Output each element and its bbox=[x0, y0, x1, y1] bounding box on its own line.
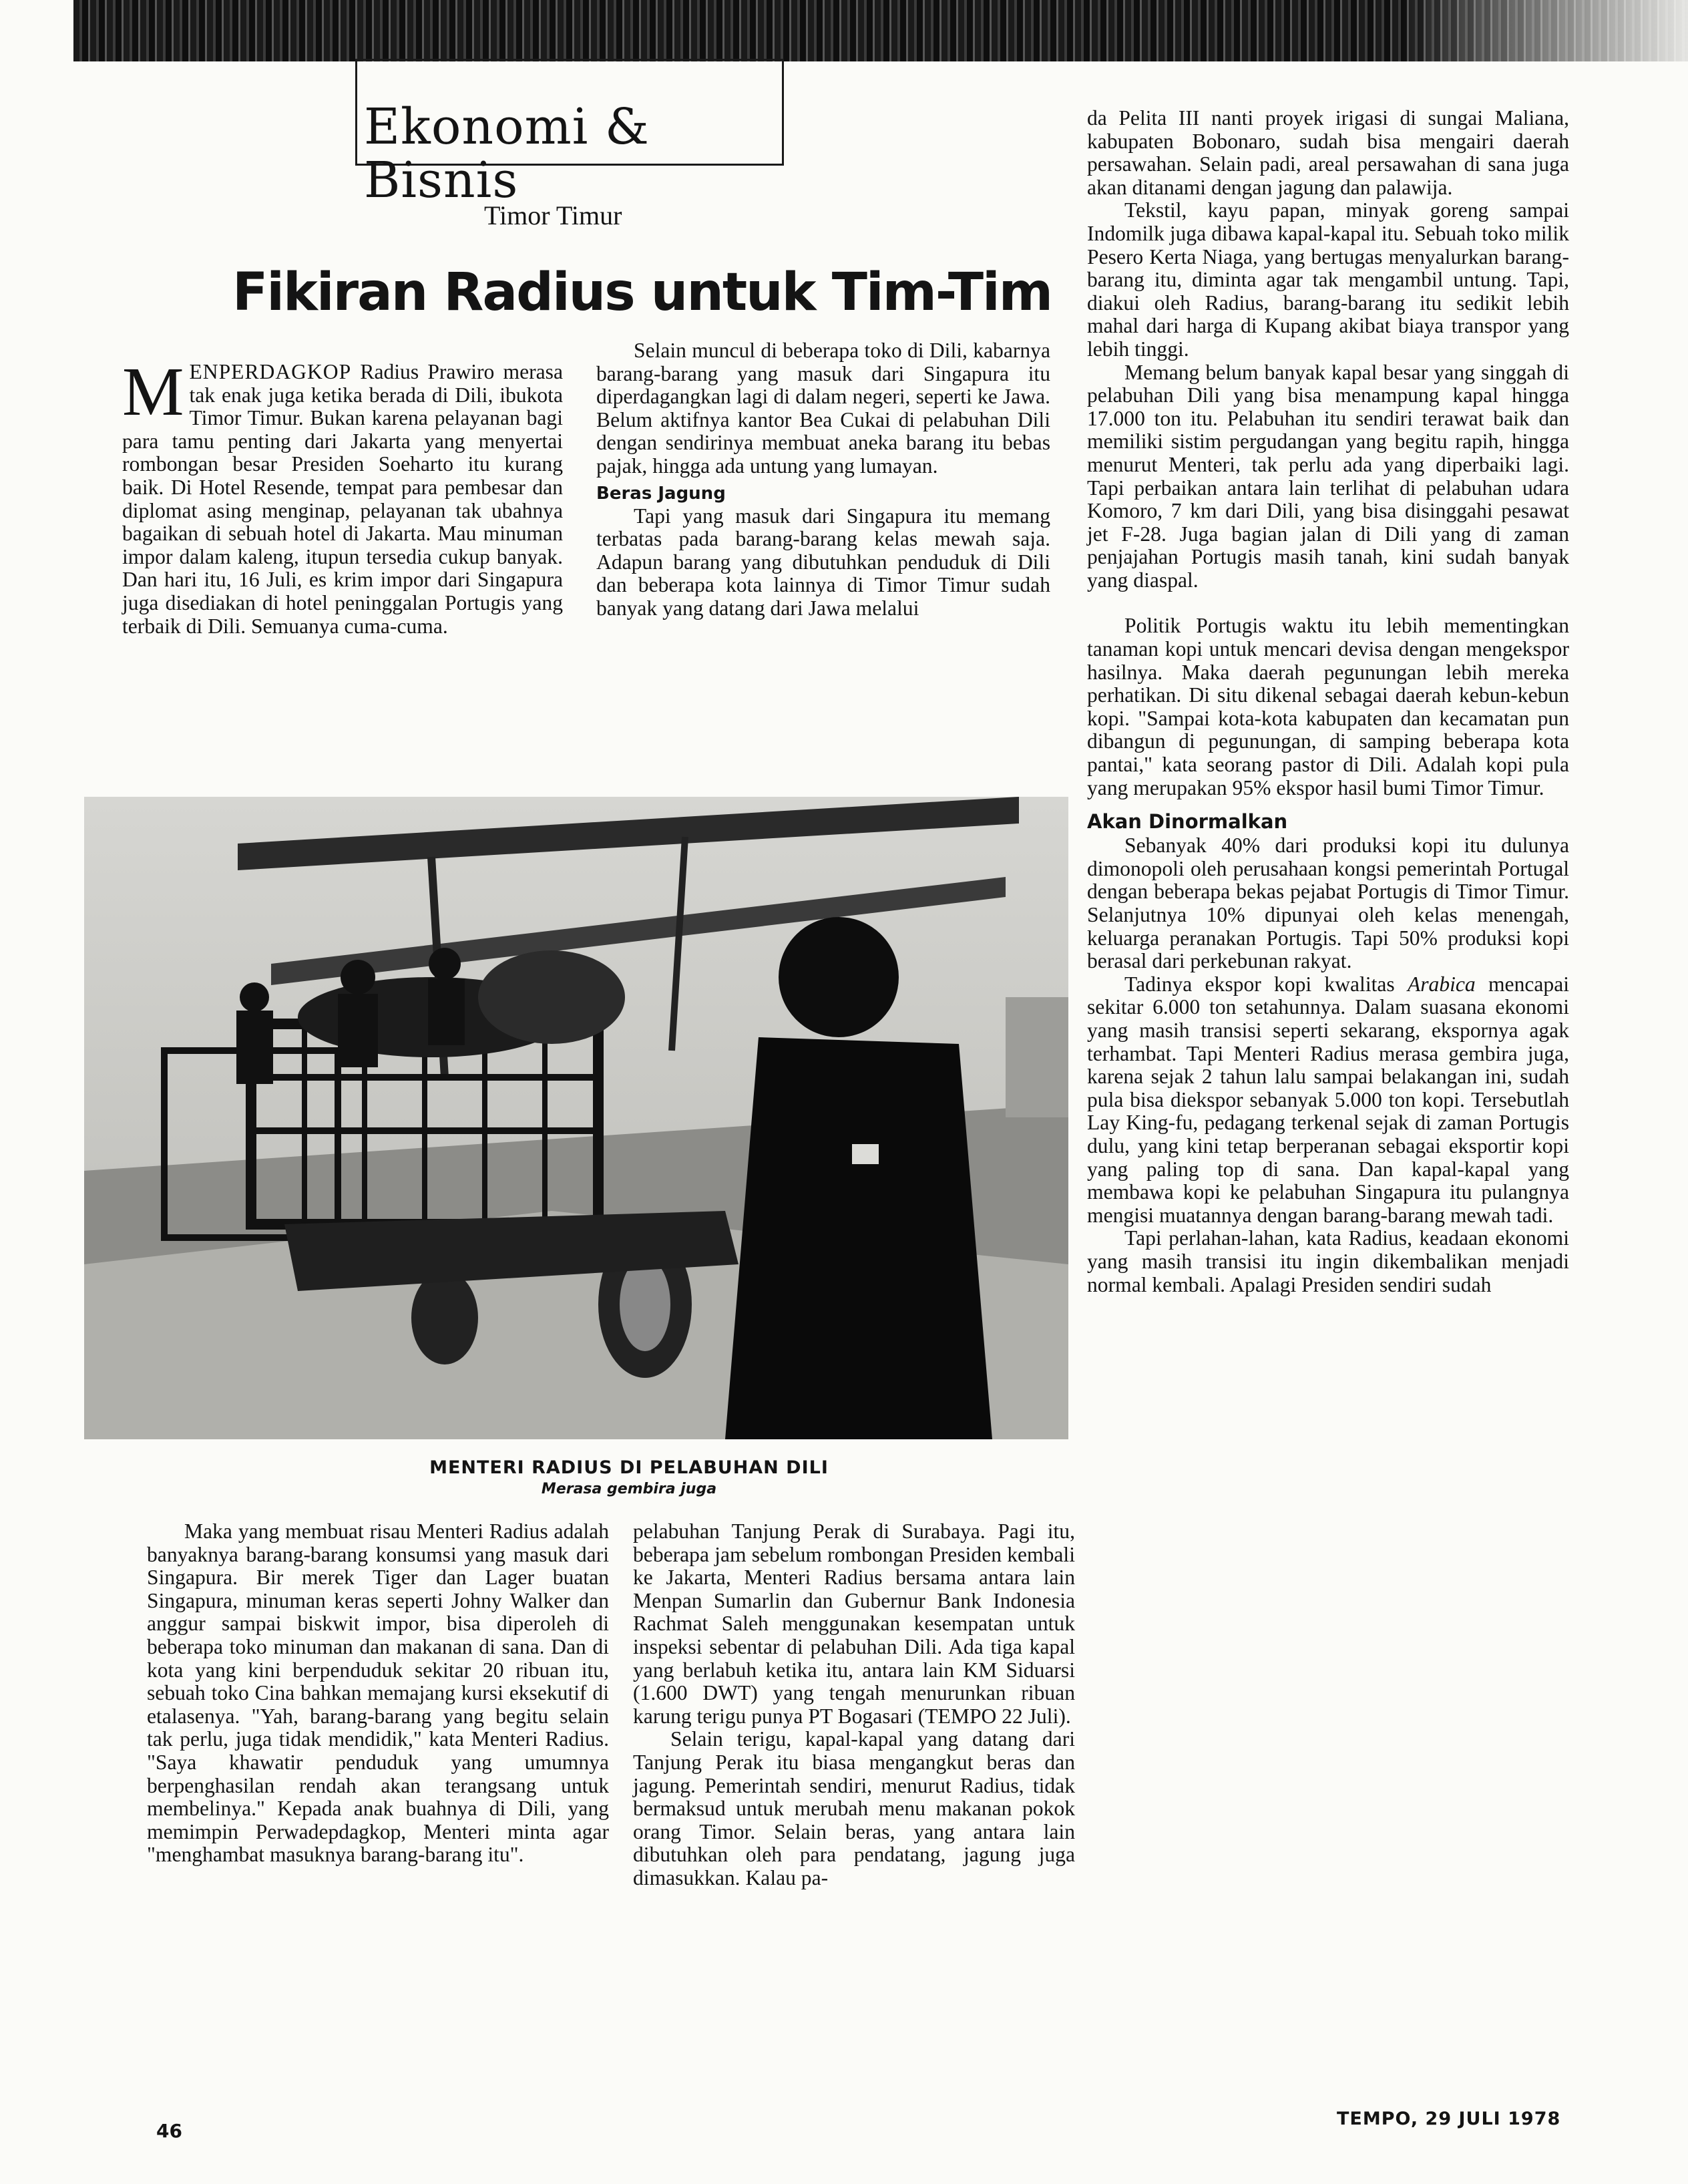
paragraph: Selain terigu, kapal-kapal yang datang dari Tanjung Perak itu biasa mengangkut beras dan jagung. Pemerintah sendiri, menurut Radius, tidak bermaksud untuk merubah menu makanan pokok orang Timor. Selain beras, yang antara lain dibutuhkan oleh para pendatang, jagung juga dimasukkan. Kalau pa- bbox=[633, 1727, 1075, 1889]
lead-text: Radius Prawiro merasa tak enak juga ketika berada di Dili, ibukota Timor Timur. Bukan karena pelayanan bagi para tamu penting dari Jakarta yang menyertai rombongan besar Presiden Soeharto itu kurang baik. Di Hotel Resende, tempat para pembesar dan diplomat asing menginap, pelayanan tak ubahnya bagaikan di sebuah hotel di Jakarta. Mau minuman impor dalam kaleng, itupun tersedia cukup banyak. Dan hari itu, 16 Juli, es krim impor dari Singapura juga disediakan di hotel peninggalan Portugis yang terbaik di Dili. Semuanya cuma-cuma. bbox=[122, 360, 563, 638]
paragraph: Politik Portugis waktu itu lebih mementingkan tanaman kopi untuk mencari devisa dengan mengekspor hasilnya. Maka daerah pegunungan lebih mereka perhatikan. Di situ dikenal sebagai daerah kebun-kebun kopi. "Sampai kota-kota kabupaten dan kecamatan pun dibangun di pegunungan, di samping beberapa kota pantai," kata seorang pastor di Dili. Adalah kopi pula yang merupakan 95% ekspor hasil bumi Timor Timur. bbox=[1087, 614, 1569, 799]
subhead-beras-jagung: Beras Jagung bbox=[596, 483, 726, 504]
paragraph: Memang belum banyak kapal besar yang singgah di pelabuhan Dili yang bisa menampung kapal hingga 17.000 ton itu. Pelabuhan itu sendiri terawat baik dan memiliki sistim pergudangan yang begitu rapih, hingga menurut Menteri, tak perlu ada yang diperbaiki lagi. Tapi perbaikan antara lain terlihat di pelabuhan udara Komoro, 7 km dari Dili, yang bisa disinggahi pesawat jet F-28. Juga bagian jalan di Dili yang di zaman penjajahan Portugis masih tanah, kini sudah banyak yang diaspal. bbox=[1087, 360, 1569, 592]
drop-cap: M bbox=[122, 353, 184, 430]
scan-top-edge-fade bbox=[1402, 0, 1688, 61]
paragraph bbox=[1087, 973, 1569, 1228]
kicker: Timor Timur bbox=[484, 200, 622, 230]
photo-subcaption: Merasa gembira juga bbox=[541, 1481, 717, 1497]
lead-smallcaps: ENPERDAGKOP bbox=[189, 360, 352, 383]
lead-paragraph bbox=[122, 353, 563, 638]
paragraph: Selain muncul di beberapa toko di Dili, kabarnya barang-barang yang masuk dari Singapura itu diperdagangkan lagi di dalam negeri, seperti ke Jawa. Belum aktifnya kantor Bea Cukai di pelabuhan Dili dengan sendirinya membuat aneka barang itu bebas pajak, hingga ada untung yang lumayan. bbox=[596, 339, 1050, 478]
subhead-akan-dinormalkan: Akan Dinormalkan bbox=[1087, 810, 1288, 834]
column-2-top bbox=[596, 339, 1050, 620]
section-label: Ekonomi & Bisnis bbox=[364, 98, 650, 209]
paragraph: pelabuhan Tanjung Perak di Surabaya. Pagi itu, beberapa jam sebelum rombongan Presiden kembali ke Jakarta, Menteri Radius bersama antara lain Menpan Sumarlin dan Gubernur Bank Indonesia Rachmat Saleh menggunakan kesempatan untuk inspeksi sebentar di pelabuhan Dili. Ada tiga kapal yang berlabuh ketika itu, antara lain KM Siduarsi (1.600 DWT) yang tengah menurunkan ribuan karung terigu punya PT Bogasari (TEMPO 22 Juli). bbox=[633, 1519, 1075, 1728]
column-2-bottom bbox=[633, 1520, 1075, 1890]
column-1-top bbox=[122, 353, 563, 638]
paragraph: Sebanyak 40% dari produksi kopi itu dulunya dimonopoli oleh perusahaan kongsi pemerintah Portugal dengan beberapa bekas pejabat Portugis di Timor Timur. Selanjutnya 10% dipunyai oleh kelas menengah, keluarga peranakan Portugis. Tapi 50% produksi kopi berasal dari perkebunan rakyat. bbox=[1087, 834, 1569, 973]
headline: Fikiran Radius untuk Tim-Tim bbox=[232, 262, 1052, 323]
photo-credit-mark bbox=[1066, 775, 1084, 875]
arabica-italic: Arabica bbox=[1407, 972, 1476, 996]
paragraph: Tekstil, kayu papan, minyak goreng sampai Indomilk juga dibawa kapal-kapal itu. Sebuah toko milik Pesero Kerta Niaga, yang bertugas menyalurkan barang-barang itu, diminta agar tak mengambil untung. Tapi, diakui oleh Radius, barang-barang itu sedikit lebih mahal dari harga di Kupang akibat biaya transpor yang lebih tinggi. bbox=[1087, 198, 1569, 361]
paragraph: da Pelita III nanti proyek irigasi di sungai Maliana, kabupaten Bobonaro, sudah bisa mengairi daerah persawahan. Selain padi, areal persawahan di sana juga akan ditanami dengan jagung dan palawija. bbox=[1087, 106, 1569, 199]
column-1-bottom bbox=[147, 1520, 609, 1867]
footer-date: TEMPO, 29 JULI 1978 bbox=[1337, 2109, 1561, 2129]
photo-illustration bbox=[84, 797, 1068, 1439]
photo-dili-harbour bbox=[84, 797, 1068, 1439]
column-3 bbox=[1087, 107, 1569, 1296]
paragraph: Maka yang membuat risau Menteri Radius adalah banyaknya barang-barang konsumsi yang masuk dari Singapura. Bir merek Tiger dan Lager buatan Singapura, minuman keras seperti Johny Walker dan anggur sampai biskwit impor, bisa diperoleh di beberapa toko minuman dan makanan di sana. Dan di kota yang kini berpenduduk sekitar 20 ribuan itu, sebuah toko Cina bahkan memajang kursi eksekutif di etalasenya. "Yah, barang-barang yang begitu selain tak perlu, juga tidak mendidik," kata Menteri Radius. "Saya khawatir penduduk yang umumnya berpenghasilan rendah akan terangsang untuk membelinya." Kepada anak buahnya di Dili, yang memimpin Perwadepdagkop, Menteri minta agar "menghambat masuknya barang-barang itu". bbox=[147, 1519, 609, 1867]
paragraph: Tapi yang masuk dari Singapura itu memang terbatas pada barang-barang kelas mewah saja. Adapun barang yang dibutuhkan penduduk di Dili dan beberapa kota lainnya di Timor Timur sudah banyak yang datang dari Jawa melalui bbox=[596, 504, 1050, 620]
paragraph-text: mencapai sekitar 6.000 ton setahunnya. Dalam suasana ekonomi yang masih transisi seperti sekarang, ekspornya agak terhambat. Tapi Menteri Radius merasa gembira juga, karena sejak 2 tahun lalu sampai belakangan ini, sudah pula bisa diekspor sebanyak 5.000 ton kopi. Tersebutlah Lay King-fu, pedagang terkenal sejak di zaman Portugis dulu, yang kini tetap berperanan sebagai eksportir kopi yang paling top di sana. Dan kapal-kapal yang membawa kopi ke pelabuhan Singapura itu pulangnya mengisi muatannya dengan barang-barang mewah tadi. bbox=[1087, 972, 1570, 1227]
paragraph: Tapi perlahan-lahan, kata Radius, keadaan ekonomi yang masih transisi itu ingin dikembalikan menjadi normal kembali. Apalagi Presiden sendiri sudah bbox=[1087, 1226, 1569, 1296]
photo-caption: MENTERI RADIUS DI PELABUHAN DILI bbox=[429, 1457, 829, 1478]
paragraph-text: Tadinya ekspor kopi kwalitas bbox=[1124, 972, 1408, 996]
page-number: 46 bbox=[156, 2120, 182, 2142]
